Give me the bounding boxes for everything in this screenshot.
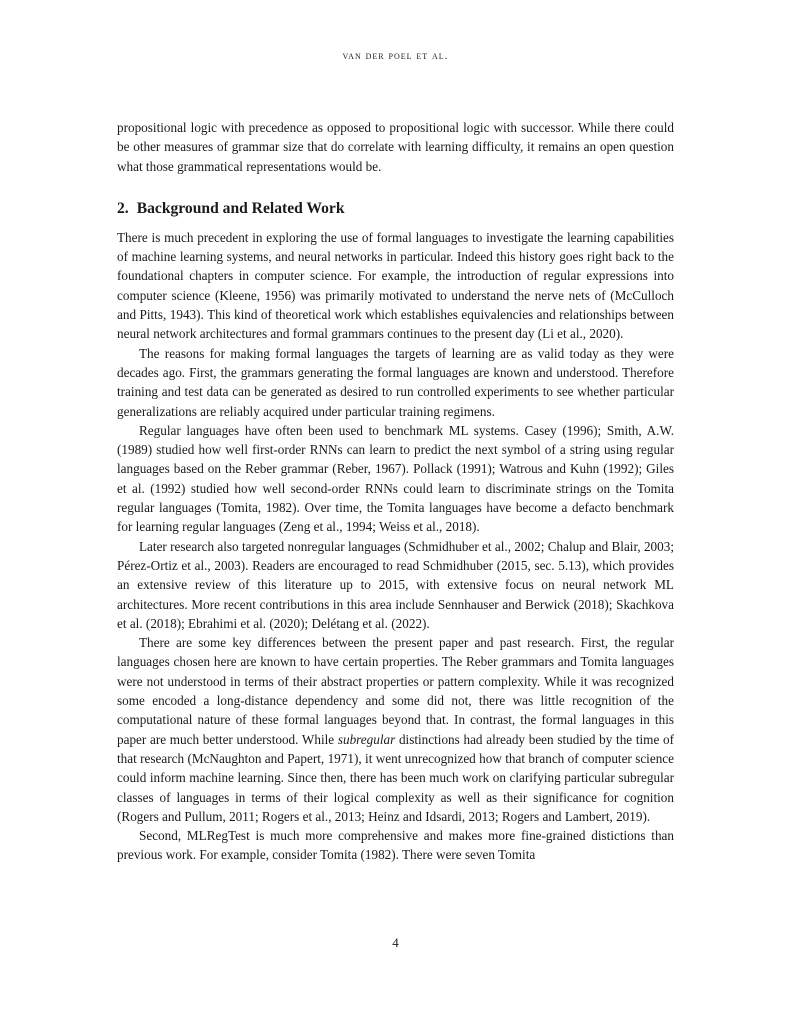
emphasis-subregular: subregular bbox=[337, 731, 396, 747]
differences-text-b: distinctions had already been studied by the time of that research (McNaughton and Papert, 1971), it went unrecognized how that branch of computer science could inform machine learning. Since then, there has been much work on clarifying particular subregular classes of languages in terms of their logical complexity as well as their significance for cognition (Rogers and Pullum, 2011; Rogers et al., 2013; Heinz and Idsardi, 2013; Rogers and Lambert, 2019). bbox=[117, 731, 674, 824]
paragraph-nonregular: Later research also targeted nonregular languages (Schmidhuber et al., 2002; Chalup and Blair, 2003; Pérez-Ortiz et al., 2003). Readers are encouraged to read Schmidhuber (2015, sec. 5.13), which provides an extensive review of this literature up to 2015, with extensive focus on neural network ML architectures. More recent contributions in this area include Sennhauser and Berwick (2018); Skachkova et al. (2018); Ebrahimi et al. (2020); Delétang et al. (2022). bbox=[117, 538, 674, 631]
section-heading bbox=[117, 199, 674, 219]
body-text bbox=[117, 118, 674, 865]
differences-text-a: There are some key differences between the present paper and past research. First, the regular languages chosen here are known to have certain properties. The Reber grammars and Tomita languages were not understood in terms of their abstract properties or pattern complexity. While it was recognized some encoded a long-distance dependency and some did not, there was little recognition of the computational nature of these formal languages beyond that. In contrast, the formal languages in this paper are much better understood. While bbox=[117, 635, 674, 747]
paragraph-second: Second, MLRegTest is much more comprehensive and makes more fine-grained distictions than previous work. For example, consider Tomita (1982). There were seven Tomita bbox=[117, 828, 674, 863]
paragraph-differences bbox=[117, 633, 674, 826]
page-number: 4 bbox=[392, 935, 399, 950]
section-title: Background and Related Work bbox=[136, 199, 345, 217]
paragraph-regular-languages: Regular languages have often been used to benchmark ML systems. Casey (1996); Smith, A.W. (1989) studied how well first-order RNNs can learn to predict the next symbol of a string using regular languages based on the Reber grammar (Reber, 1967). Pollack (1991); Watrous and Kuhn (1992); Giles et al. (1992) studied how well second-order RNNs could learn to discriminate strings on the Tomita regular languages (Tomita, 1982). Over time, the Tomita languages have become a defacto benchmark for learning regular languages (Zeng et al., 1994; Weiss et al., 2018). bbox=[117, 422, 674, 535]
paragraph-precedent: There is much precedent in exploring the use of formal languages to investigate the learning capabilities of machine learning systems, and neural networks in particular. Indeed this history goes right back to the foundational chapters in computer science. For example, the introduction of regular expressions into computer science (Kleene, 1956) was primarily motivated to understand the nerve nets of (McCulloch and Pitts, 1943). This kind of theoretical work which establishes equivalencies and relationships between neural network architectures and formal grammars continues to the present day (Li et al., 2020). bbox=[117, 229, 674, 342]
intro-continuation-paragraph: propositional logic with precedence as opposed to propositional logic with successor. While there could be other measures of grammar size that do correlate with learning difficulty, it remains an open question what those grammatical representations would be. bbox=[117, 120, 674, 174]
paragraph-reasons: The reasons for making formal languages the targets of learning are as valid today as they were decades ago. First, the grammars generating the formal languages are known and understood. Therefore training and test data can be generated as desired to run controlled experiments to see whether particular generalizations are reliably acquired under particular training regimens. bbox=[117, 345, 674, 419]
section-number: 2. bbox=[117, 199, 129, 217]
running-head: van der poel et al. bbox=[342, 50, 449, 62]
